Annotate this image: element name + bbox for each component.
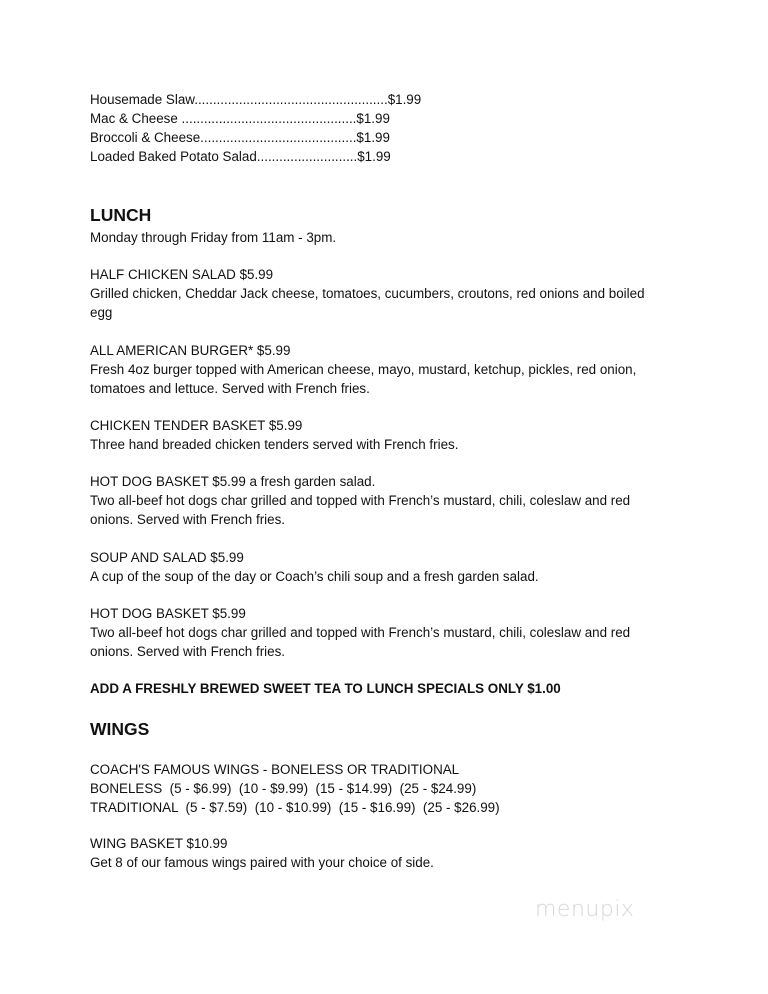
dot-leader: .......................................... [200, 130, 357, 145]
section-title-lunch: LUNCH [90, 205, 152, 225]
side-item-price: $1.99 [356, 130, 390, 145]
item-description: Two all-beef hot dogs char grilled and topped with French’s mustard, chili, coleslaw and red onions. Served with French fries. [90, 493, 631, 527]
lunch-hours: Monday through Friday from 11am - 3pm. [90, 230, 337, 245]
wings-boneless-prices: BONELESS (5 - $6.99) (10 - $9.99) (15 - $14.99) (25 - $24.99) [90, 781, 477, 796]
item-name: HOT DOG BASKET $5.99 a fresh garden salad. [90, 474, 376, 489]
wings-pricing [90, 760, 670, 817]
item-name: CHICKEN TENDER BASKET $5.99 [90, 418, 303, 433]
item-name: WING BASKET $10.99 [90, 836, 228, 851]
item-name: HOT DOG BASKET $5.99 [90, 606, 246, 621]
item-description: Fresh 4oz burger topped with American cheese, mayo, mustard, ketchup, pickles, red onion, tomatoes and lettuce. Served with French fries. [90, 362, 637, 396]
wings-traditional-prices: TRADITIONAL (5 - $7.59) (10 - $10.99) (15 - $16.99) (25 - $26.99) [90, 800, 500, 815]
side-item-label: Housemade Slaw [90, 92, 195, 107]
side-item-mac-cheese [90, 109, 421, 128]
item-description: Three hand breaded chicken tenders served with French fries. [90, 437, 459, 452]
item-name: SOUP AND SALAD $5.99 [90, 550, 244, 565]
item-description: Get 8 of our famous wings paired with your choice of side. [90, 855, 434, 870]
side-item-broccoli-cheese [90, 128, 421, 147]
item-description: A cup of the soup of the day or Coach’s chili soup and a fresh garden salad. [90, 569, 539, 584]
side-item-label: Loaded Baked Potato Salad [90, 149, 257, 164]
lunch-item-soup-and-salad [90, 548, 670, 586]
sides-list [90, 90, 421, 166]
lunch-item-chicken-tender-basket [90, 416, 670, 454]
side-item-label: Broccoli & Cheese [90, 130, 201, 145]
side-item-housemade-slaw [90, 90, 421, 109]
item-name: HALF CHICKEN SALAD $5.99 [90, 267, 274, 282]
item-name: ALL AMERICAN BURGER* $5.99 [90, 343, 291, 358]
dot-leader: ............................................... [181, 111, 357, 126]
side-item-price: $1.99 [387, 92, 422, 107]
lunch-item-all-american-burger [90, 341, 670, 398]
dot-leader: .................................................... [194, 92, 388, 107]
lunch-item-half-chicken-salad [90, 265, 670, 322]
side-item-potato-salad [90, 147, 421, 166]
item-description: Grilled chicken, Cheddar Jack cheese, tomatoes, cucumbers, croutons, red onions and boiled egg [90, 286, 645, 320]
item-description: Two all-beef hot dogs char grilled and topped with French’s mustard, chili, coleslaw and red onions. Served with French fries. [90, 625, 631, 659]
lunch-item-hot-dog-basket-2 [90, 604, 670, 661]
section-title-wings: WINGS [90, 719, 150, 739]
side-item-price: $1.99 [356, 111, 390, 126]
lunch-sweet-tea-note: ADD A FRESHLY BREWED SWEET TEA TO LUNCH SPECIALS ONLY $1.00 [90, 681, 561, 696]
wings-heading: COACH'S FAMOUS WINGS - BONELESS OR TRADITIONAL [90, 762, 460, 777]
side-item-label: Mac & Cheese [90, 111, 182, 126]
side-item-price: $1.99 [357, 149, 391, 164]
wing-basket-item [90, 834, 670, 872]
menupix-watermark: menupix [535, 897, 635, 922]
lunch-item-hot-dog-basket-1 [90, 472, 670, 529]
dot-leader: ........................... [256, 149, 358, 164]
